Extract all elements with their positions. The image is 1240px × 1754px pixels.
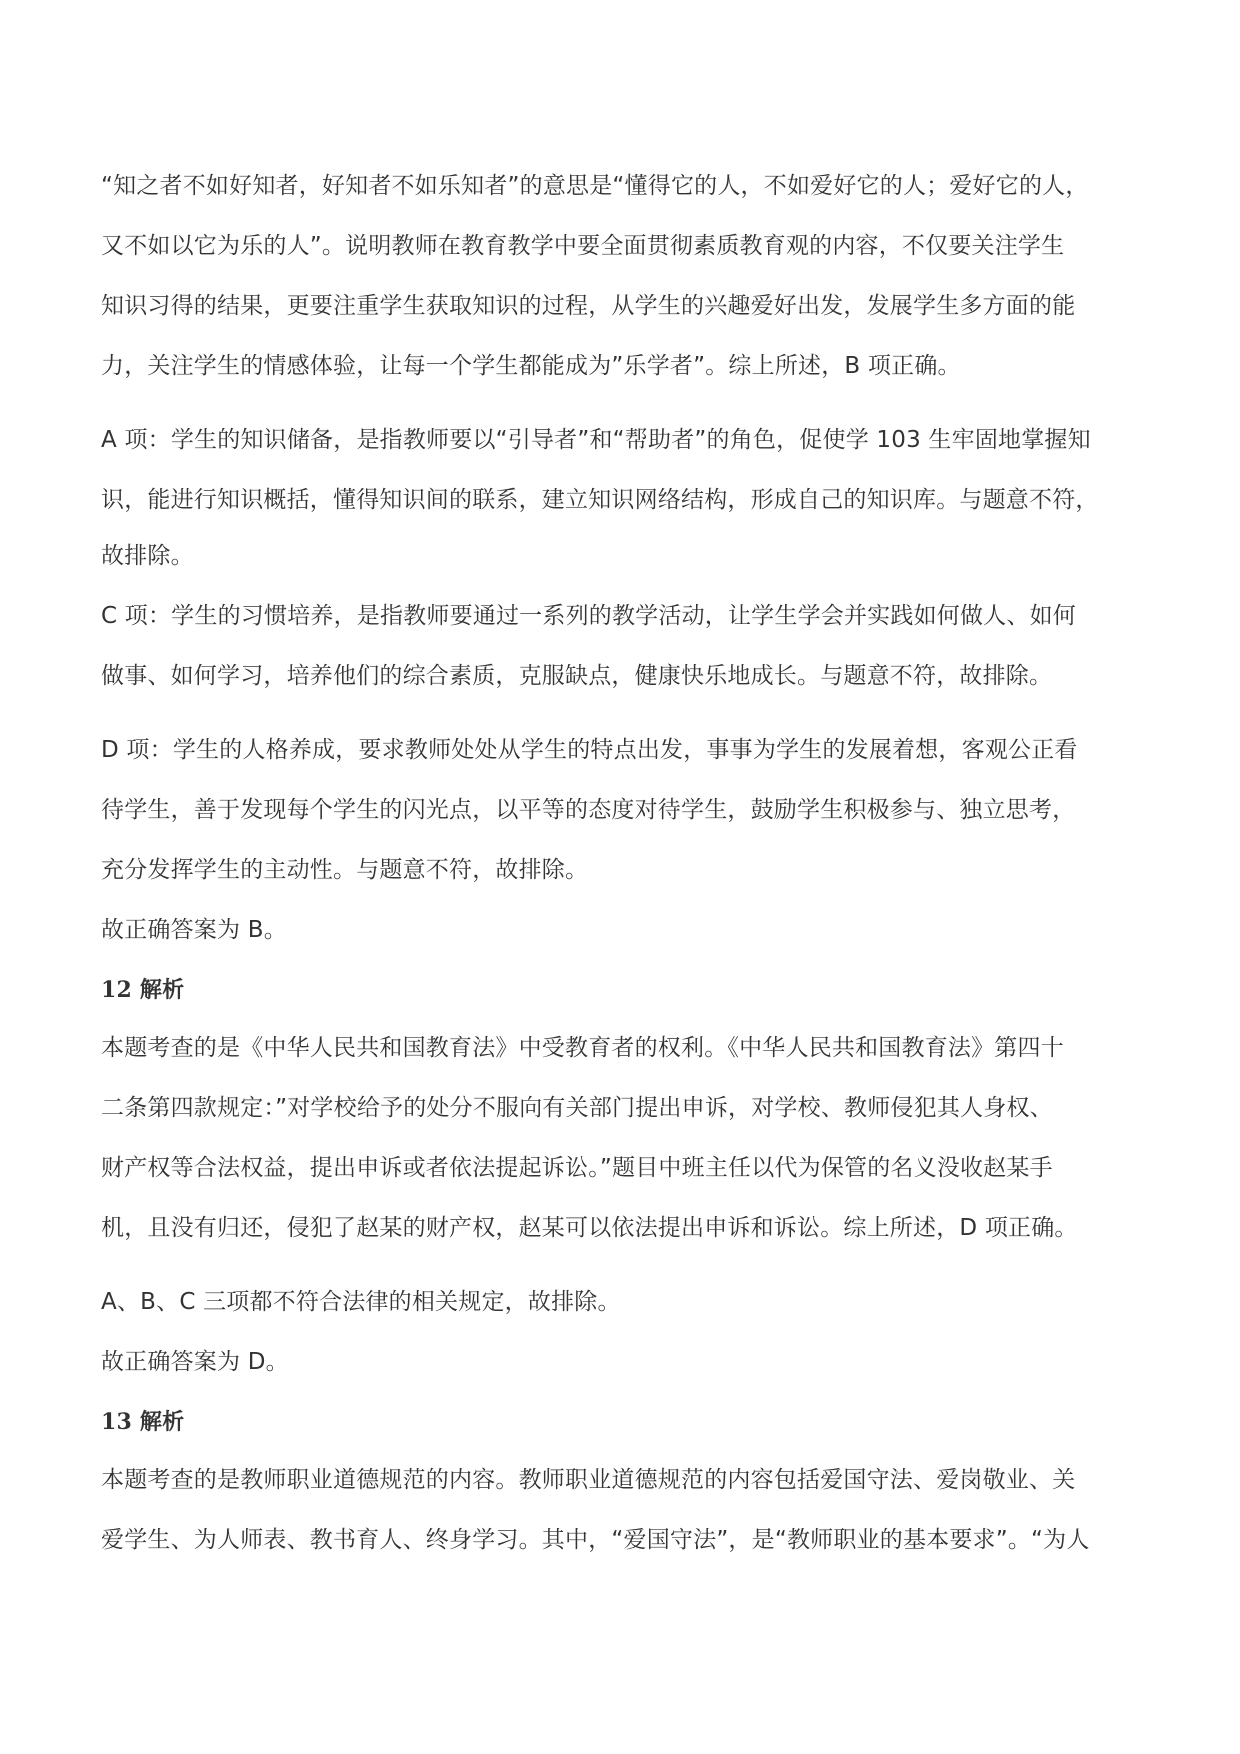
text-line: 力，关注学生的情感体验，让每一个学生都能成为”乐学者”。综上所述，B 项正确。: [101, 353, 961, 379]
text-line: C 项：学生的习惯培养，是指教师要通过一系列的教学活动，让学生学会并实践如何做人、如何: [101, 603, 1076, 629]
text-line: 知识习得的结果，更要注重学生获取知识的过程，从学生的兴趣爱好出发，发展学生多方面的能: [101, 293, 1076, 319]
text-line: A、B、C 三项都不符合法律的相关规定，故排除。: [101, 1289, 621, 1315]
text-line: 待学生，善于发现每个学生的闪光点，以平等的态度对待学生，鼓励学生积极参与、独立思考，: [101, 797, 1076, 823]
text-line: 财产权等合法权益，提出申诉或者依法提起诉讼。”题目中班主任以代为保管的名义没收赵某手: [101, 1155, 1053, 1181]
text-line: 本题考查的是《中华人民共和国教育法》中受教育者的权利。《中华人民共和国教育法》第四十: [101, 1035, 1064, 1061]
section-heading: 13 解析: [101, 1409, 185, 1435]
text-line: “知之者不如好知者，好知者不如乐知者”的意思是“懂得它的人，不如爱好它的人；爱好它的人，: [101, 173, 1089, 199]
text-line: 故排除。: [101, 543, 194, 569]
text-line: 又不如以它为乐的人”。说明教师在教育教学中要全面贯彻素质教育观的内容，不仅要关注学生: [101, 233, 1065, 259]
answer-line: 故正确答案为 D。: [101, 1349, 289, 1375]
text-line: 充分发挥学生的主动性。与题意不符，故排除。: [101, 857, 589, 883]
text-line: 爱学生、为人师表、教书育人、终身学习。其中，“爱国守法”，是“教师职业的基本要求”。“为人: [101, 1527, 1090, 1553]
text-line: A 项：学生的知识储备，是指教师要以“引导者”和“帮助者”的角色，促使学 103 生牢固地掌握知: [101, 427, 1091, 453]
text-line: 二条第四款规定：”对学校给予的处分不服向有关部门提出申诉，对学校、教师侵犯其人身权、: [101, 1095, 1053, 1121]
text-line: 机，且没有归还，侵犯了赵某的财产权，赵某可以依法提出申诉和诉讼。综上所述，D 项正确。: [101, 1215, 1078, 1241]
text-line: 本题考查的是教师职业道德规范的内容。教师职业道德规范的内容包括爱国守法、爱岗敬业、关: [101, 1467, 1076, 1493]
text-line: 识，能进行知识概括，懂得知识间的联系，建立知识网络结构，形成自己的知识库。与题意不符，: [101, 487, 1099, 513]
section-heading: 12 解析: [101, 977, 185, 1003]
answer-line: 故正确答案为 B。: [101, 917, 287, 943]
text-line: D 项：学生的人格养成，要求教师处处从学生的特点出发，事事为学生的发展着想，客观公正看: [101, 737, 1078, 763]
text-line: 做事、如何学习，培养他们的综合素质，克服缺点，健康快乐地成长。与题意不符，故排除。: [101, 663, 1053, 689]
